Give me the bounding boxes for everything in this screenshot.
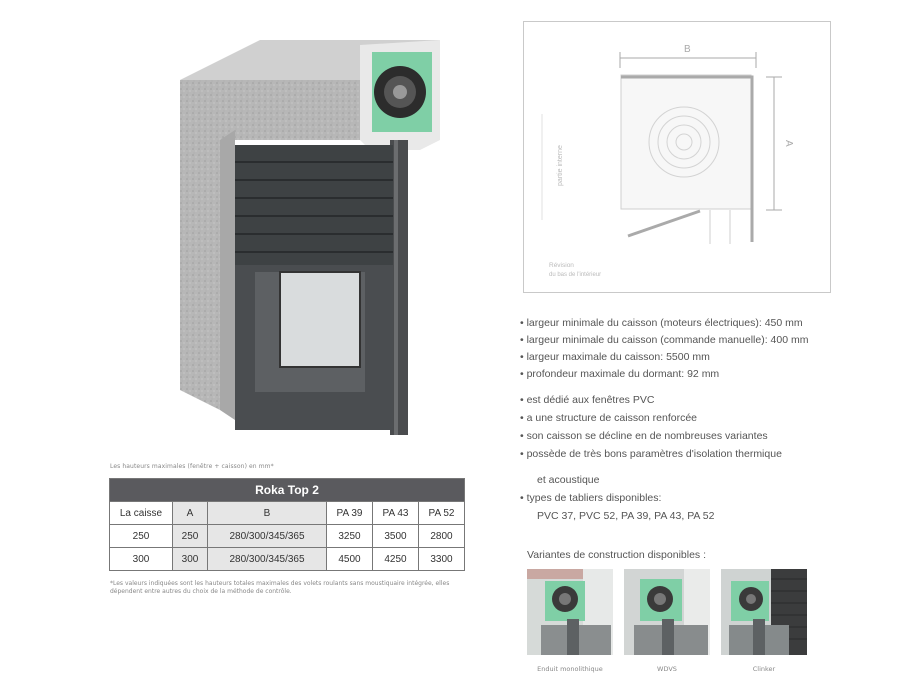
window-glass <box>280 272 360 367</box>
variant-label: WDVS <box>657 665 677 673</box>
table-header-cell: PA 52 <box>419 502 465 525</box>
dimension-b-label: B <box>684 44 691 55</box>
feature-item: • son caisson se décline en de nombreuses variantes <box>520 430 768 442</box>
dimension-diagram <box>524 22 830 292</box>
feature-item: • types de tabliers disponibles: <box>520 492 661 504</box>
table-cell: 280/300/345/365 <box>208 525 327 548</box>
table-cell: 250 <box>110 525 173 548</box>
feature-item: • a une structure de caisson renforcée <box>520 412 697 424</box>
table-row <box>110 548 465 571</box>
feature-item: • largeur minimale du caisson (moteurs électriques): 450 mm <box>520 317 803 329</box>
revision-label: Révision <box>549 262 574 269</box>
revision-sub-label: du bas de l'intérieur <box>549 272 602 278</box>
feature-item: • possède de très bons paramètres d'isolation thermique <box>520 448 782 460</box>
table-cell: 2800 <box>419 525 465 548</box>
inner-side-label: partie interne <box>557 145 564 186</box>
variant-label: Enduit monolithique <box>537 665 603 673</box>
table-title: Roka Top 2 <box>110 479 465 502</box>
feature-item-continuation: et acoustique <box>537 474 600 486</box>
table-cell: 3500 <box>373 525 419 548</box>
footnote: *Les valeurs indiquées sont les hauteurs totales maximales des volets roulants sans moustiquaire intégrée, elles dépendent entre autres du choix de la méthode de contrôle. <box>110 580 450 595</box>
table-header-cell: PA 43 <box>373 502 419 525</box>
dimension-a-label: A <box>783 140 794 147</box>
box-outline <box>621 75 751 209</box>
table-row <box>110 525 465 548</box>
variant-label: Clinker <box>752 665 776 673</box>
table-cell: 4500 <box>327 548 373 571</box>
variant-thumbnail <box>527 569 613 655</box>
spec-table <box>109 478 465 571</box>
roller-shutter-illustration <box>150 40 470 450</box>
table-header-cell: A <box>173 502 208 525</box>
table-header-cell: La caisse <box>110 502 173 525</box>
table-cell: 280/300/345/365 <box>208 548 327 571</box>
table-cell: 300 <box>173 548 208 571</box>
table-cell: 4250 <box>373 548 419 571</box>
feature-item: • est dédié aux fenêtres PVC <box>520 394 654 406</box>
feature-item: • largeur maximale du caisson: 5500 mm <box>520 351 710 363</box>
table-cell: 3250 <box>327 525 373 548</box>
wall-side <box>220 130 235 420</box>
table-header-cell: B <box>208 502 327 525</box>
table-note: Les hauteurs maximales (fenêtre + caisson) en mm* <box>110 463 274 470</box>
feature-item: • profondeur maximale du dormant: 92 mm <box>520 368 719 380</box>
table-cell: 250 <box>173 525 208 548</box>
variants-title: Variantes de construction disponibles : <box>527 549 706 561</box>
variant-thumbnail <box>624 569 710 655</box>
table-cell: 3300 <box>419 548 465 571</box>
feature-item-continuation: PVC 37, PVC 52, PA 39, PA 43, PA 52 <box>537 510 715 522</box>
feature-item: • largeur minimale du caisson (commande manuelle): 400 mm <box>520 334 808 346</box>
variant-thumbnail <box>721 569 807 655</box>
table-cell: 300 <box>110 548 173 571</box>
table-header-cell: PA 39 <box>327 502 373 525</box>
